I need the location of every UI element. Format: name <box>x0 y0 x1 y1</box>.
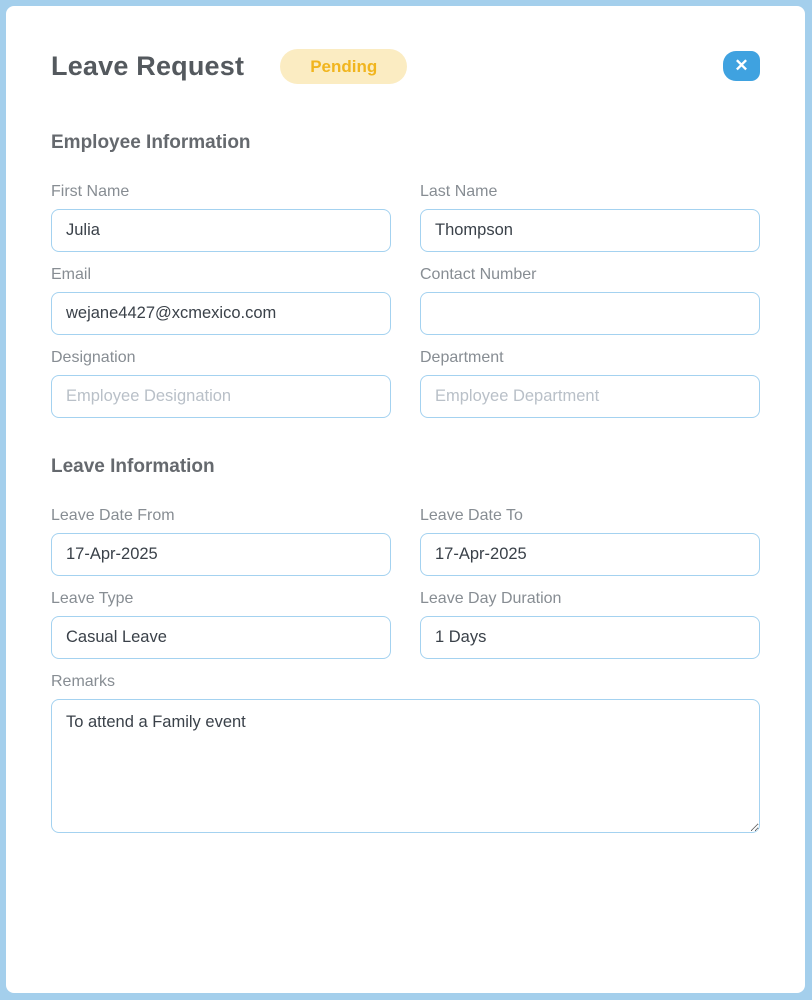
email-label: Email <box>51 266 92 283</box>
field-first-name <box>51 183 391 252</box>
remarks-label: Remarks <box>51 673 116 690</box>
department-input[interactable] <box>420 375 760 418</box>
close-icon: ✕ <box>734 55 749 75</box>
contact-number-label: Contact Number <box>420 266 537 283</box>
department-label: Department <box>420 349 504 366</box>
leave-day-duration-input[interactable] <box>420 616 760 659</box>
field-leave-date-from <box>51 507 391 576</box>
leave-request-modal <box>6 6 805 993</box>
field-last-name <box>420 183 760 252</box>
field-designation <box>51 349 391 418</box>
designation-label: Designation <box>51 349 136 366</box>
first-name-input[interactable] <box>51 209 391 252</box>
status-badge: Pending <box>280 49 407 84</box>
leave-day-duration-label: Leave Day Duration <box>420 590 562 607</box>
field-department <box>420 349 760 418</box>
leave-date-to-label: Leave Date To <box>420 507 523 524</box>
remarks-textarea[interactable] <box>51 699 760 833</box>
field-contact-number <box>420 266 760 335</box>
leave-type-input[interactable] <box>51 616 391 659</box>
designation-input[interactable] <box>51 375 391 418</box>
email-input[interactable] <box>51 292 391 335</box>
last-name-input[interactable] <box>420 209 760 252</box>
leave-date-from-input[interactable] <box>51 533 391 576</box>
field-email <box>51 266 391 335</box>
leave-type-label: Leave Type <box>51 590 134 607</box>
last-name-label: Last Name <box>420 183 498 200</box>
leave-date-to-input[interactable] <box>420 533 760 576</box>
page-title: Leave Request <box>51 50 245 81</box>
employee-section-heading: Employee Information <box>51 132 251 153</box>
first-name-label: First Name <box>51 183 130 200</box>
modal-header <box>51 48 760 84</box>
close-button[interactable] <box>723 51 760 81</box>
leave-date-from-label: Leave Date From <box>51 507 175 524</box>
leave-section-heading: Leave Information <box>51 456 215 477</box>
contact-number-input[interactable] <box>420 292 760 335</box>
employee-fields-grid <box>51 183 760 432</box>
leave-fields-grid <box>51 507 760 673</box>
field-leave-day-duration <box>420 590 760 659</box>
field-remarks <box>51 673 760 838</box>
field-leave-date-to <box>420 507 760 576</box>
field-leave-type <box>51 590 391 659</box>
